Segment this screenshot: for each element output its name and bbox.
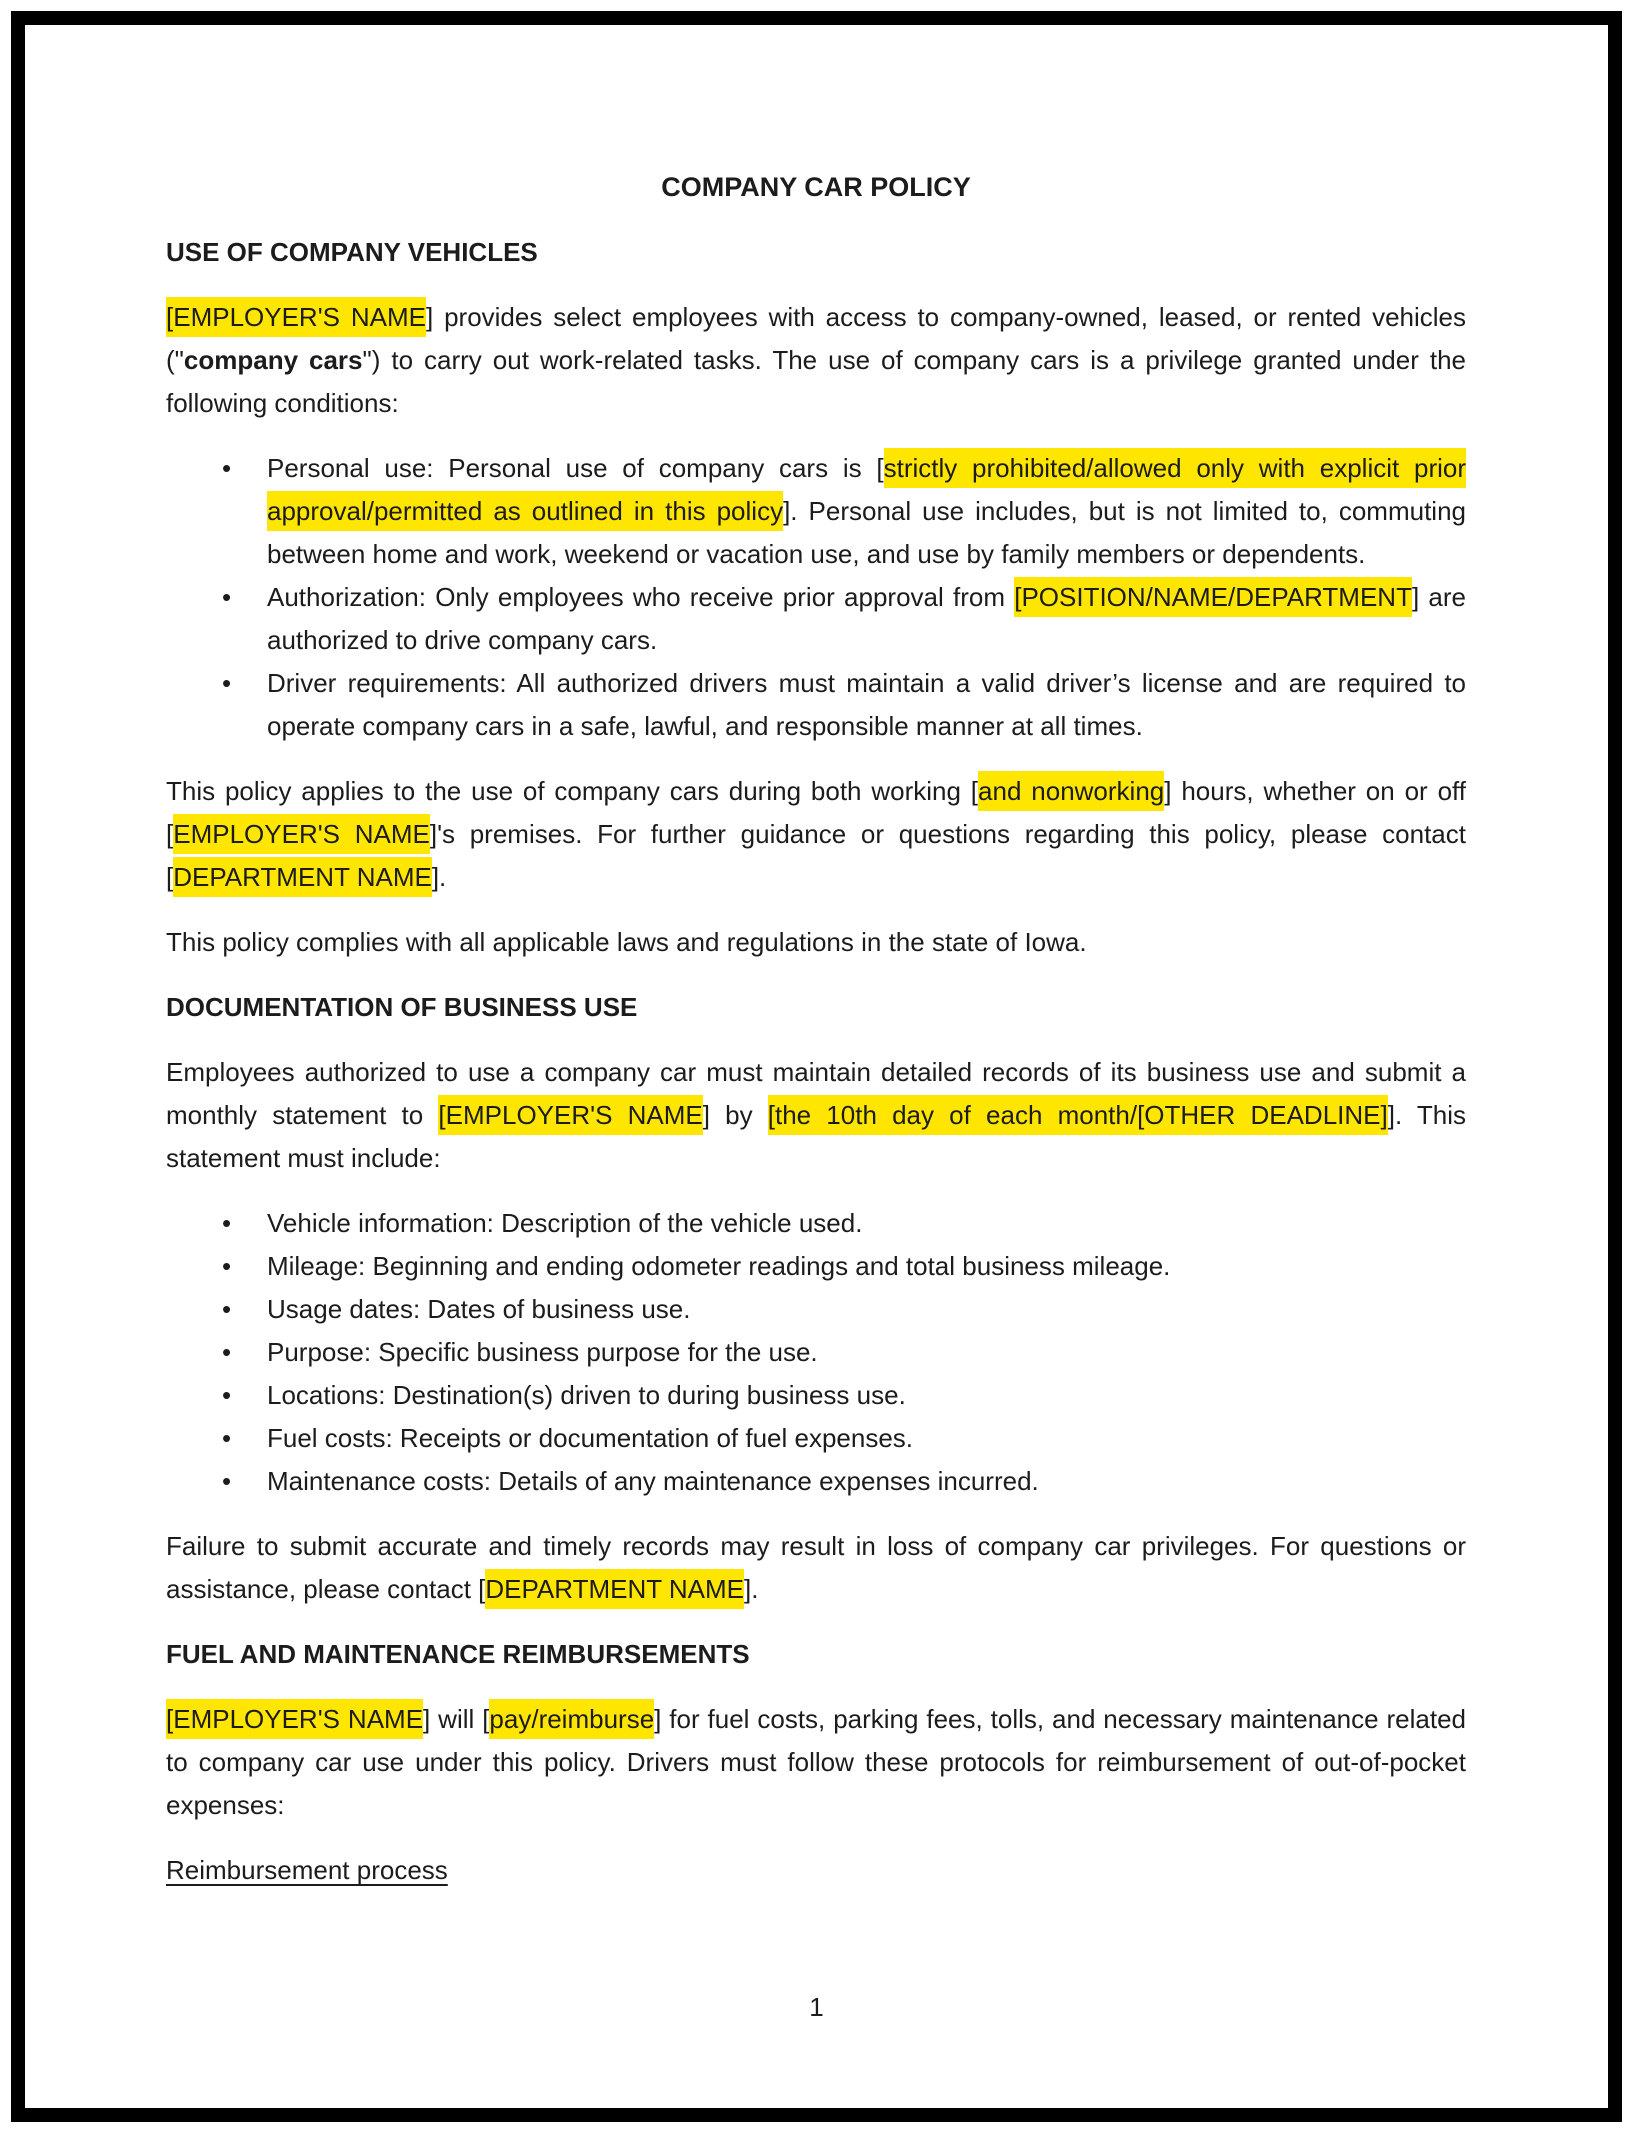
bullet-dot-icon: • (222, 582, 232, 612)
paragraph (166, 1051, 1466, 1180)
text-segment: Failure to submit accurate and timely records may result in loss of company car privileges. For questions or assistance, please contact [ (166, 1531, 1466, 1604)
list-item-text (267, 1294, 690, 1324)
list-item (166, 576, 1466, 662)
section-heading: USE OF COMPANY VEHICLES (166, 237, 538, 267)
page-content (166, 166, 1466, 1914)
subsection-heading (166, 1849, 1466, 1892)
text-segment: Usage dates: Dates of business use. (267, 1294, 691, 1324)
text-segment: ] provides select employees with access to company-owned, leased, or rented vehicles (" (166, 302, 1467, 375)
bullet-dot-icon: • (222, 1294, 232, 1324)
highlighted-placeholder: [the 10th day of each month/[OTHER DEADLINE] (768, 1095, 1388, 1135)
bullet-list (166, 1202, 1466, 1503)
list-item (166, 1374, 1466, 1417)
text-segment: ] are authorized to drive company cars. (267, 582, 1466, 655)
list-item (166, 1245, 1466, 1288)
highlighted-placeholder: [POSITION/NAME/DEPARTMENT (1014, 577, 1412, 617)
text-segment: This policy complies with all applicable laws and regulations in the state of Iowa. (166, 927, 1087, 957)
paragraph (166, 921, 1466, 964)
highlighted-placeholder: DEPARTMENT NAME (173, 857, 432, 897)
document-body (166, 231, 1466, 1892)
highlighted-placeholder: and nonworking (978, 771, 1164, 811)
bullet-dot-icon: • (222, 1208, 232, 1238)
paragraph (166, 1525, 1466, 1611)
text-segment: ]. Personal use includes, but is not limited to, commuting between home and work, weekend or vacation use, and use by family members or dependents. (267, 496, 1466, 569)
paragraph (166, 296, 1466, 425)
bullet-dot-icon: • (222, 668, 232, 698)
bullet-list (166, 447, 1466, 748)
text-segment: ]. (431, 862, 447, 892)
text-segment: Authorization: Only employees who receive prior approval from (267, 582, 1015, 612)
subsection-heading-text: Reimbursement process (166, 1855, 448, 1885)
text-segment: Fuel costs: Receipts or documentation of fuel expenses. (267, 1423, 914, 1453)
bullet-dot-icon: • (222, 1423, 232, 1453)
list-item (166, 1288, 1466, 1331)
section-heading: FUEL AND MAINTENANCE REIMBURSEMENTS (166, 1639, 750, 1669)
list-item-text (267, 1337, 818, 1367)
text-segment: Maintenance costs: Details of any maintenance expenses incurred. (267, 1466, 1039, 1496)
highlighted-placeholder: strictly prohibited/allowed only with explicit prior approval/permitted as outlined in this policy (267, 448, 1466, 531)
highlighted-placeholder: [EMPLOYER'S NAME (166, 297, 426, 337)
text-segment: Personal use: Personal use of company cars is [ (267, 453, 884, 483)
text-segment: ]. (744, 1574, 759, 1604)
bullet-dot-icon: • (222, 1337, 232, 1367)
document-title: COMPANY CAR POLICY (661, 172, 971, 202)
highlighted-placeholder: [EMPLOYER'S NAME (166, 1699, 423, 1739)
text-segment: Employees authorized to use a company car must maintain detailed records of its business use and submit a monthly statement to (166, 1057, 1466, 1130)
list-item (166, 447, 1466, 576)
list-item (166, 1460, 1466, 1503)
highlighted-placeholder: DEPARTMENT NAME (485, 1569, 744, 1609)
paragraph (166, 1698, 1466, 1827)
text-segment: ") to carry out work-related tasks. The use of company cars is a privilege granted under the following conditions: (166, 345, 1466, 418)
text-segment: ] will [ (423, 1704, 490, 1734)
text-segment: Purpose: Specific business purpose for the use. (267, 1337, 818, 1367)
list-item-text (267, 577, 1466, 655)
list-item-text (267, 1380, 906, 1410)
list-item-text (267, 1208, 862, 1238)
text-segment: Vehicle information: Description of the vehicle used. (267, 1208, 863, 1238)
list-item-text (267, 668, 1466, 741)
section-heading: DOCUMENTATION OF BUSINESS USE (166, 992, 638, 1022)
list-item-text (267, 1251, 1170, 1281)
text-segment: This policy applies to the use of company cars during both working [ (166, 776, 979, 806)
list-item-text (267, 1466, 1039, 1496)
bullet-dot-icon: • (222, 1380, 232, 1410)
list-item-text (267, 1423, 913, 1453)
highlighted-placeholder: EMPLOYER'S NAME (173, 814, 430, 854)
highlighted-placeholder: [EMPLOYER'S NAME (438, 1095, 702, 1135)
bullet-dot-icon: • (222, 1251, 232, 1281)
text-segment: ]'s premises. For further guidance or questions regarding this policy, please contact [ (166, 819, 1466, 892)
text-segment: ] for fuel costs, parking fees, tolls, and necessary maintenance related to company car use under this policy. Drivers must follow these protocols for reimbursement of out-of-pocket expenses: (166, 1704, 1467, 1820)
text-segment: Mileage: Beginning and ending odometer readings and total business mileage. (267, 1251, 1171, 1281)
text-segment: ] by (702, 1100, 768, 1130)
page-number: 1 (809, 1992, 824, 2022)
bullet-dot-icon: • (222, 453, 232, 483)
bullet-dot-icon: • (222, 1466, 232, 1496)
paragraph (166, 770, 1466, 899)
list-item-text (267, 448, 1466, 569)
highlighted-placeholder: pay/reimburse (489, 1699, 654, 1739)
text-segment: Locations: Destination(s) driven to during business use. (267, 1380, 906, 1410)
bold-text: company cars (183, 345, 363, 375)
list-item (166, 1331, 1466, 1374)
text-segment: ]. This statement must include: (166, 1100, 1467, 1173)
list-item (166, 1202, 1466, 1245)
text-segment: Driver requirements: All authorized drivers must maintain a valid driver’s license and are required to operate company cars in a safe, lawful, and responsible manner at all times. (267, 668, 1466, 741)
text-segment: ] hours, whether on or off [ (166, 776, 1467, 849)
list-item (166, 662, 1466, 748)
list-item (166, 1417, 1466, 1460)
